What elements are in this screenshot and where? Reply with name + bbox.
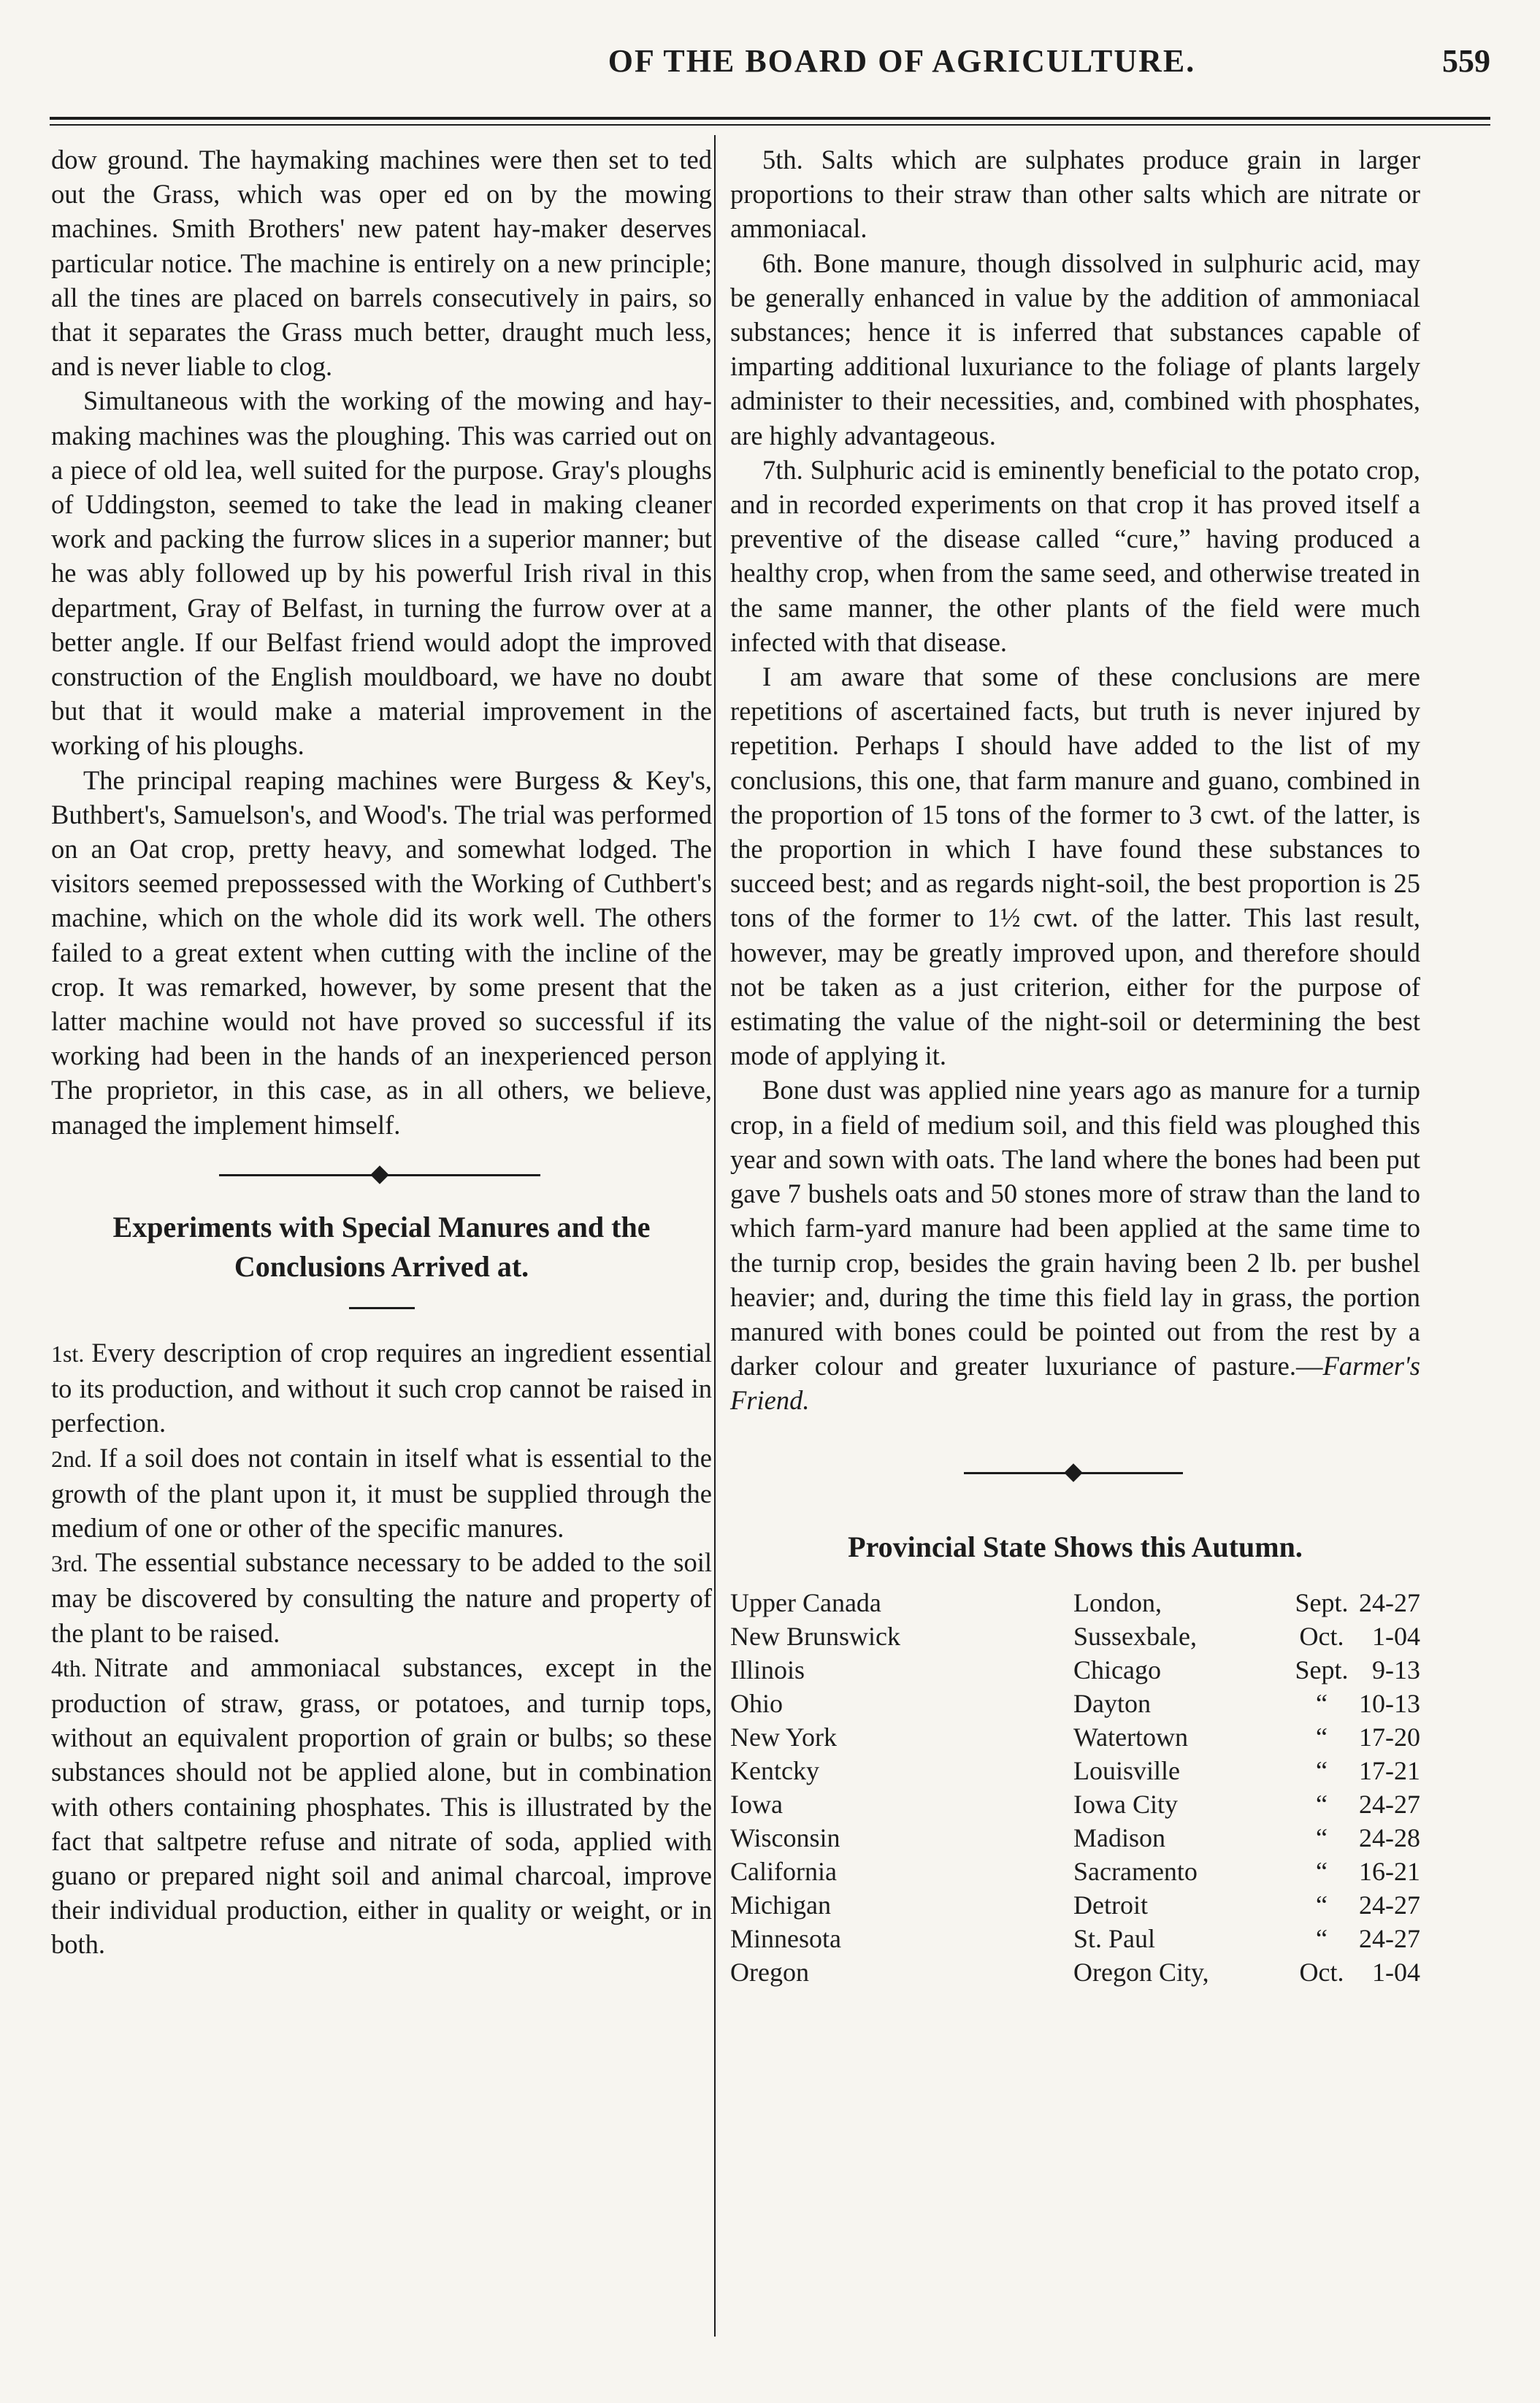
conclusion-item	[51, 1441, 712, 1546]
shows-table	[730, 1586, 1420, 1989]
show-city: Detroit	[1073, 1890, 1148, 1920]
header-rule-thick	[50, 117, 1490, 120]
show-month: “	[1316, 1755, 1328, 1785]
item-number: 4th.	[51, 1655, 87, 1682]
show-month: “	[1316, 1789, 1328, 1819]
show-dates: 10-13	[1359, 1688, 1420, 1718]
attribution: Farmer's Friend.	[730, 1351, 1420, 1416]
show-row	[730, 1586, 1420, 1620]
show-state: Illinois	[730, 1655, 805, 1685]
show-city: Louisville	[1073, 1755, 1180, 1785]
show-row	[730, 1720, 1420, 1754]
show-city: Madison	[1073, 1823, 1165, 1852]
header-rule-thin	[50, 124, 1490, 126]
show-state: California	[730, 1856, 837, 1886]
show-dates: 24-27	[1359, 1587, 1420, 1617]
item-text: Nitrate and ammoniacal substances, except in the production of straw, grass, or potatoes, and turnip tops, without an equivalent proportion of grain or bulbs; so these substances should not be applied alone, but in combination with others containing phosphates. This is illustrated by the fact that saltpetre refuse and nitrate of soda, applied with guano or prepared night soil and animal charcoal, improve their individual production, either in quality or weight, or in both.	[51, 1652, 712, 1960]
show-month: “	[1316, 1923, 1328, 1953]
article-paragraph: I am aware that some of these conclusions are mere repetitions of ascertained facts, but truth is never injured by repetition. Perhaps I should have added to the list of my conclusions, this one, that farm manure and guano, combined in the proportion of 15 tons of the former to 3 cwt. of the latter, is the proportion in which I have found these substances to succeed best; and as regards night-soil, the best proportion is 25 tons of the former to 1½ cwt. of the latter. This last result, however, may be greatly improved upon, and therefore should not be taken as a just criterion, either for the purpose of estimating the value of the night-soil or determining the best mode of applying it.	[730, 662, 1420, 1071]
show-city: London,	[1073, 1587, 1162, 1617]
show-dates: 17-21	[1359, 1755, 1420, 1785]
show-dates: 17-20	[1359, 1722, 1420, 1752]
show-month: “	[1316, 1823, 1328, 1852]
show-dates: 24-28	[1359, 1823, 1420, 1852]
show-state: Michigan	[730, 1890, 831, 1920]
show-state: New Brunswick	[730, 1621, 900, 1651]
show-month: “	[1316, 1688, 1328, 1718]
section-ornament	[51, 1142, 712, 1208]
show-month: “	[1316, 1722, 1328, 1752]
show-row	[730, 1922, 1420, 1955]
article-paragraph: The principal reaping machines were Burgess & Key's, Buthbert's, Samuelson's, and Wood's. The trial was performed on an Oat crop, pretty heavy, and somewhat lodged. The visitors seemed prepossessed with the Working of Cuthbert's machine, which on the whole did its work well. The others failed to a great extent when cutting with the incline of the crop. It was remarked, however, by some present that the latter machine would not have proved so successful if its working had been in the hands of an inexperienced person The proprietor, in this case, as in all others, we believe, managed the implement himself.	[51, 764, 712, 1140]
page-number: 559	[1442, 43, 1490, 79]
conclusion-item	[51, 1650, 712, 1962]
show-row	[730, 1855, 1420, 1888]
show-row	[730, 1754, 1420, 1787]
show-month: Sept.	[1295, 1655, 1349, 1685]
paragraph-text: Bone dust was applied nine years ago as manure for a turnip crop, in a field of medium soil, and this field was ploughed this year and sown with oats. The land where the bones had been put gave 7 bushels oats and 50 stones more of straw than the land to which farm-yard manure had been applied at the same time to the turnip crop, besides the grain having been 2 lb. per bushel heavier; and, during the time this field lay in grass, the portion manured with bones could be pointed out from the rest by a darker colour and greater luxuriance of pasture.—	[730, 1075, 1420, 1381]
item-number: 2nd.	[51, 1445, 92, 1472]
show-city: Dayton	[1073, 1688, 1151, 1718]
article-paragraph: 7th. Sulphuric acid is eminently beneficial to the potato crop, and in recorded experiments on that crop it has proved itself a preventive of the disease called “cure,” having produced a healthy crop, when from the same seed, and otherwise treated in the same manner, the other plants of the field were much infected with that disease.	[730, 454, 1420, 657]
show-city: Watertown	[1073, 1722, 1189, 1752]
show-state: Wisconsin	[730, 1823, 840, 1852]
show-month: Sept.	[1295, 1587, 1349, 1617]
show-month: “	[1316, 1856, 1328, 1886]
show-row	[730, 1787, 1420, 1821]
heading-rule	[349, 1307, 415, 1309]
show-state: Iowa	[730, 1789, 783, 1819]
show-row	[730, 1888, 1420, 1922]
item-text: If a soil does not contain in itself what is essential to the growth of the plant upon it, it must be supplied through the medium of one or other of the specific manures.	[51, 1442, 712, 1543]
article-paragraph	[730, 1073, 1420, 1417]
item-number: 3rd.	[51, 1550, 88, 1577]
show-state: Upper Canada	[730, 1587, 881, 1617]
show-dates: 9-13	[1372, 1655, 1420, 1685]
show-row	[730, 1620, 1420, 1653]
show-city: Sussexbale,	[1073, 1621, 1197, 1651]
show-row	[730, 1687, 1420, 1720]
column-divider	[714, 135, 716, 2337]
article-paragraph: Simultaneous with the working of the mowing and hay-making machines was the ploughing. This was carried out on a piece of old lea, well suited for the purpose. Gray's ploughs of Uddingston, seemed to take the lead in making cleaner work and packing the furrow slices in a superior manner; but he was ably followed up by his powerful Irish rival in this department, Gray of Belfast, in turning the furrow over at a better angle. If our Belfast friend would adopt the improved construction of the English mouldboard, we have no doubt but that it would make a material improvement in the working of his ploughs.	[51, 386, 712, 761]
show-row	[730, 1653, 1420, 1687]
show-dates: 1-04	[1372, 1621, 1420, 1651]
show-state: Minnesota	[730, 1923, 841, 1953]
article-paragraph: dow ground. The haymaking machines were then set to ted out the Grass, which was oper ed on by the mowing machines. Smith Brothers' new patent hay-maker deserves particular notice. The machine is entirely on a new principle; all the tines are placed on barrels consecutively in pairs, so that it separates the Grass much better, draught much less, and is never liable to clog.	[51, 145, 712, 382]
show-dates: 24-27	[1359, 1923, 1420, 1953]
show-city: Chicago	[1073, 1655, 1161, 1685]
show-state: New York	[730, 1722, 838, 1752]
article-paragraph: 6th. Bone manure, though dissolved in sulphuric acid, may be generally enhanced in value by the addition of ammoniacal substances; hence it is inferred that substances capable of imparting additional luxuriance to the foliage of plants largely administer to their necessities, and, combined with phosphates, are highly advantageous.	[730, 248, 1420, 451]
conclusion-item	[51, 1335, 712, 1441]
show-row	[730, 1821, 1420, 1855]
show-city: Iowa City	[1073, 1789, 1178, 1819]
show-month: Oct.	[1299, 1621, 1344, 1651]
article-paragraph: 5th. Salts which are sulphates produce grain in larger proportions to their straw than other salts which are nitrate or ammoniacal.	[730, 145, 1420, 244]
show-state: Ohio	[730, 1688, 783, 1718]
show-dates: 16-21	[1359, 1856, 1420, 1886]
item-number: 1st.	[51, 1340, 85, 1367]
show-state: Kentcky	[730, 1755, 819, 1785]
section-ornament	[730, 1440, 1420, 1506]
show-city: Oregon City,	[1073, 1957, 1209, 1987]
show-city: Sacramento	[1073, 1856, 1198, 1886]
item-text: The essential substance necessary to be added to the soil may be discovered by consulting the nature and property of the plant to be raised.	[51, 1547, 712, 1648]
section-heading: Experiments with Special Manures and the Conclusions Arrived at.	[112, 1210, 651, 1283]
shows-heading: Provincial State Shows this Autumn.	[848, 1530, 1303, 1563]
conclusion-item	[51, 1545, 712, 1650]
item-text: Every description of crop requires an ingredient essential to its production, and without it such crop cannot be raised in perfection.	[51, 1337, 712, 1438]
show-month: Oct.	[1299, 1957, 1344, 1987]
show-month: “	[1316, 1890, 1328, 1920]
show-city: St. Paul	[1073, 1923, 1156, 1953]
show-row	[730, 1955, 1420, 1989]
right-column	[730, 142, 1420, 1989]
show-dates: 24-27	[1359, 1890, 1420, 1920]
running-head: OF THE BOARD OF AGRICULTURE.	[608, 43, 1196, 79]
left-column	[51, 142, 712, 1962]
show-dates: 1-04	[1372, 1957, 1420, 1987]
show-state: Oregon	[730, 1957, 809, 1987]
show-dates: 24-27	[1359, 1789, 1420, 1819]
